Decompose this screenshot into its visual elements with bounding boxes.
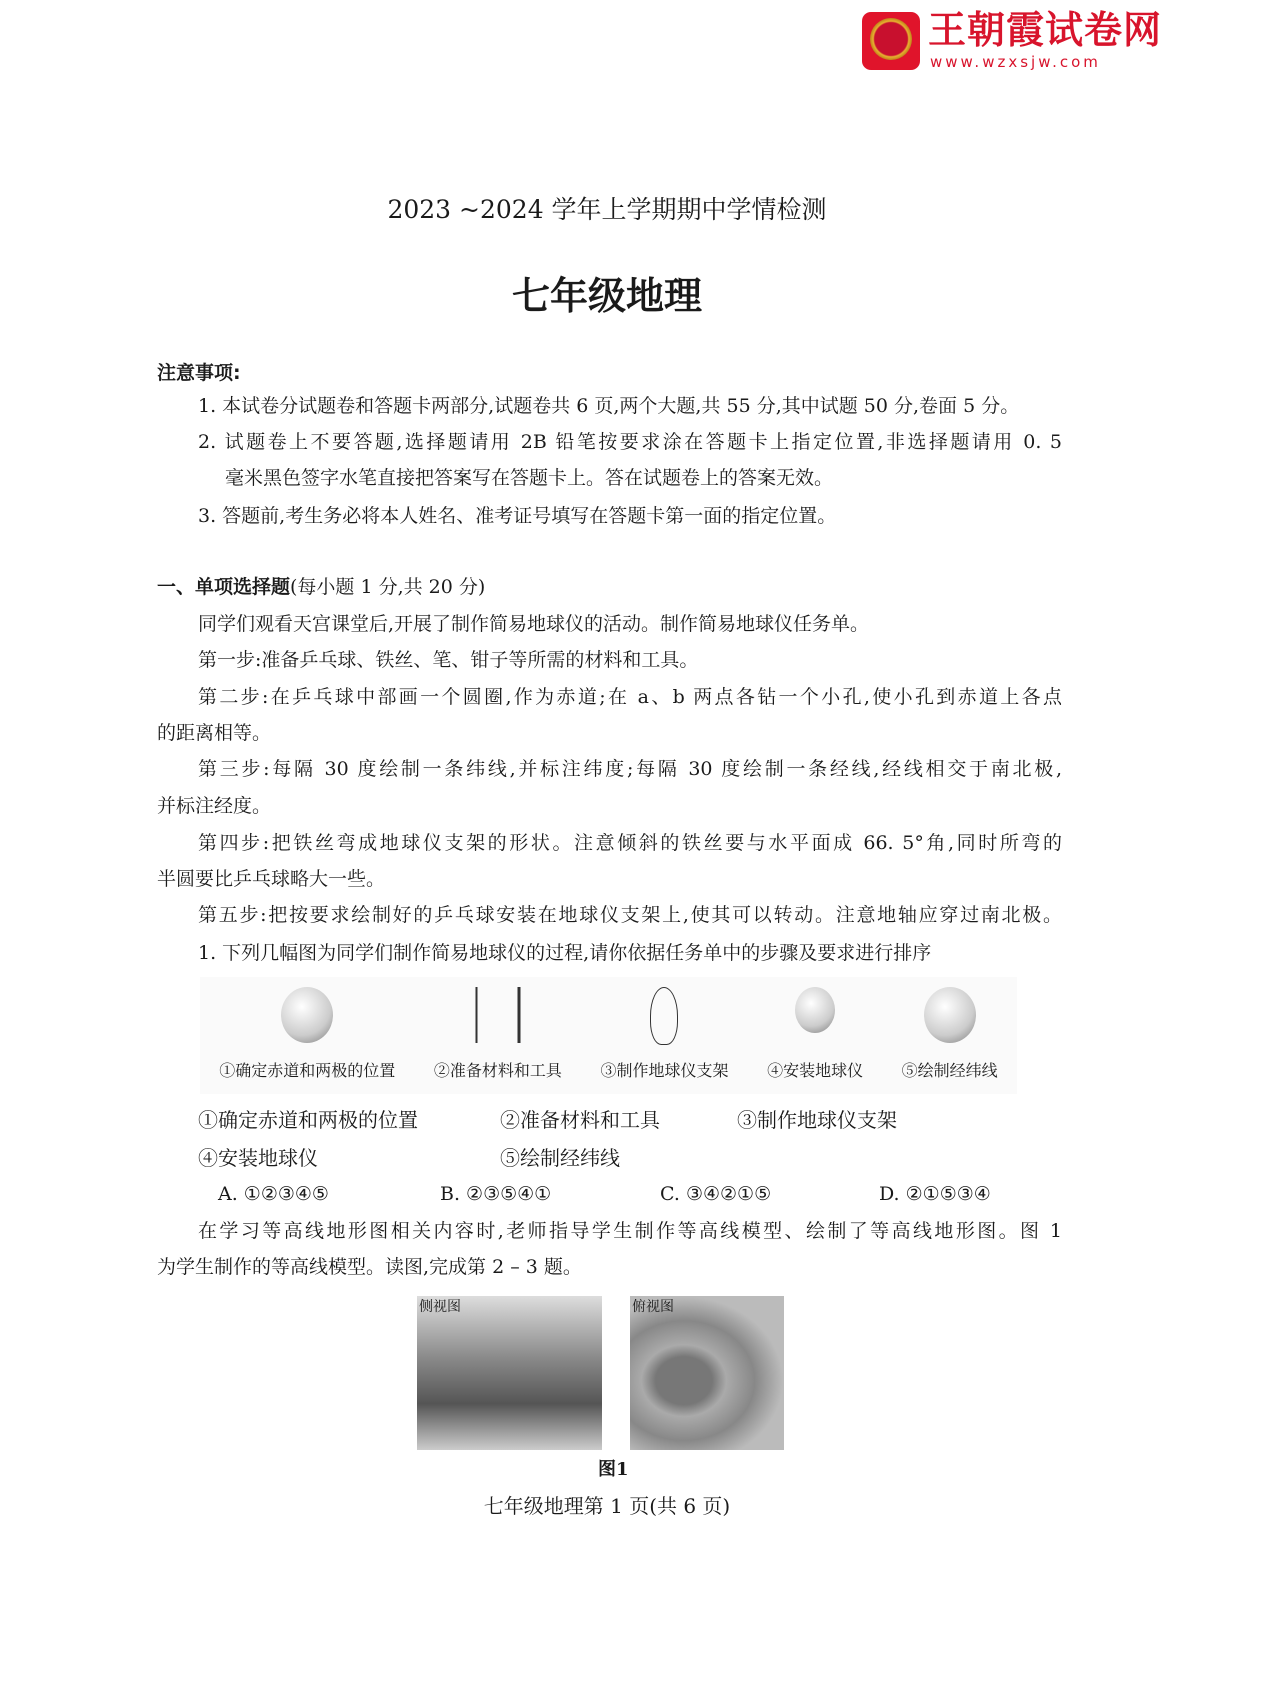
text-line: 第四步:把铁丝弯成地球仪支架的形状。注意倾斜的铁丝要与水平面成 66. 5°角,同时所弯的 bbox=[198, 832, 1062, 854]
section-note: (每小题 1 分,共 20 分) bbox=[290, 576, 486, 598]
section-heading bbox=[157, 575, 485, 599]
globe-steps-figure bbox=[200, 977, 1017, 1094]
option-text: ②准备材料和工具 bbox=[500, 1108, 660, 1132]
section-title: 一、单项选择题 bbox=[157, 576, 291, 598]
side-view-photo bbox=[417, 1296, 602, 1450]
grid-ball-icon bbox=[924, 987, 976, 1043]
text-line: 为学生制作的等高线模型。读图,完成第 2 – 3 题。 bbox=[157, 1256, 582, 1278]
ball-equator-icon bbox=[281, 987, 333, 1043]
notice-heading: 注意事项: bbox=[157, 362, 241, 384]
step-image bbox=[434, 977, 562, 1094]
step-caption: ④安装地球仪 bbox=[767, 1061, 864, 1080]
answer-d: D. ②①⑤③④ bbox=[879, 1183, 991, 1205]
text-line: 第三步:每隔 30 度绘制一条纬线,并标注纬度;每隔 30 度绘制一条经线,经线相交于南北极, bbox=[198, 758, 1062, 780]
notice-item: 1. 本试卷分试题卷和答题卡两部分,试题卷共 6 页,两个大题,共 55 分,其中试题 50 分,卷面 5 分。 bbox=[198, 395, 1020, 417]
answer-c: C. ③④②①⑤ bbox=[660, 1183, 772, 1205]
text-line: 第一步:准备乒乓球、铁丝、笔、钳子等所需的材料和工具。 bbox=[198, 649, 699, 671]
figure-caption: 图1 bbox=[598, 1459, 629, 1480]
text-line: 半圆要比乒乓球略大一些。 bbox=[157, 868, 386, 890]
option-text: ④安装地球仪 bbox=[198, 1146, 318, 1170]
option-text: ③制作地球仪支架 bbox=[737, 1108, 897, 1132]
notice-item: 2. 试题卷上不要答题,选择题请用 2B 铅笔按要求涂在答题卡上指定位置,非选择题请用 0. 5 bbox=[198, 431, 1062, 453]
tools-icon bbox=[475, 987, 520, 1043]
step-caption: ②准备材料和工具 bbox=[433, 1061, 562, 1080]
text-line: 并标注经度。 bbox=[157, 795, 272, 817]
step-image bbox=[219, 977, 395, 1094]
answer-a: A. ①②③④⑤ bbox=[218, 1183, 329, 1205]
step-caption: ③制作地球仪支架 bbox=[600, 1061, 729, 1080]
globe-on-stand-icon bbox=[795, 987, 835, 1033]
page-footer: 七年级地理第 1 页(共 6 页) bbox=[483, 1494, 731, 1518]
logo-url: www.wzxsjw.com bbox=[930, 53, 1101, 71]
option-text: ⑤绘制经纬线 bbox=[500, 1146, 620, 1170]
step-image bbox=[600, 977, 728, 1094]
notice-item: 3. 答题前,考生务必将本人姓名、准考证号填写在答题卡第一面的指定位置。 bbox=[198, 505, 837, 527]
exam-subtitle: 2023 ~2024 学年上学期期中学情检测 bbox=[387, 195, 827, 224]
text-line: 的距离相等。 bbox=[157, 722, 272, 744]
site-logo bbox=[862, 8, 1174, 74]
text-line: 同学们观看天宫课堂后,开展了制作简易地球仪的活动。制作简易地球仪任务单。 bbox=[198, 613, 870, 635]
text-line: 在学习等高线地形图相关内容时,老师指导学生制作等高线模型、绘制了等高线地形图。图 1 bbox=[198, 1220, 1062, 1242]
question-1: 1. 下列几幅图为同学们制作简易地球仪的过程,请你依据任务单中的步骤及要求进行排序 bbox=[198, 942, 932, 964]
notice-item: 毫米黑色签字水笔直接把答案写在答题卡上。答在试题卷上的答案无效。 bbox=[225, 467, 834, 489]
step-image bbox=[767, 977, 863, 1094]
logo-brand: 王朝霞试卷网 bbox=[928, 8, 1163, 52]
top-view-photo bbox=[630, 1296, 784, 1450]
text-line: 第五步:把按要求绘制好的乒乓球安装在地球仪支架上,使其可以转动。注意地轴应穿过南北极。 bbox=[198, 904, 1062, 926]
step-image bbox=[902, 977, 998, 1094]
answer-b: B. ②③⑤④① bbox=[440, 1183, 552, 1205]
top-view-label: 俯视图 bbox=[632, 1299, 674, 1315]
wire-stand-icon bbox=[650, 987, 678, 1045]
step-caption: ⑤绘制经纬线 bbox=[901, 1061, 998, 1080]
text-line: 第二步:在乒乓球中部画一个圆圈,作为赤道;在 a、b 两点各钻一个小孔,使小孔到赤道上各点 bbox=[198, 686, 1062, 708]
side-view-label: 侧视图 bbox=[419, 1299, 461, 1315]
option-text: ①确定赤道和两极的位置 bbox=[198, 1108, 418, 1132]
logo-badge-icon bbox=[862, 12, 920, 70]
step-caption: ①确定赤道和两极的位置 bbox=[219, 1061, 396, 1080]
exam-title: 七年级地理 bbox=[511, 273, 702, 318]
